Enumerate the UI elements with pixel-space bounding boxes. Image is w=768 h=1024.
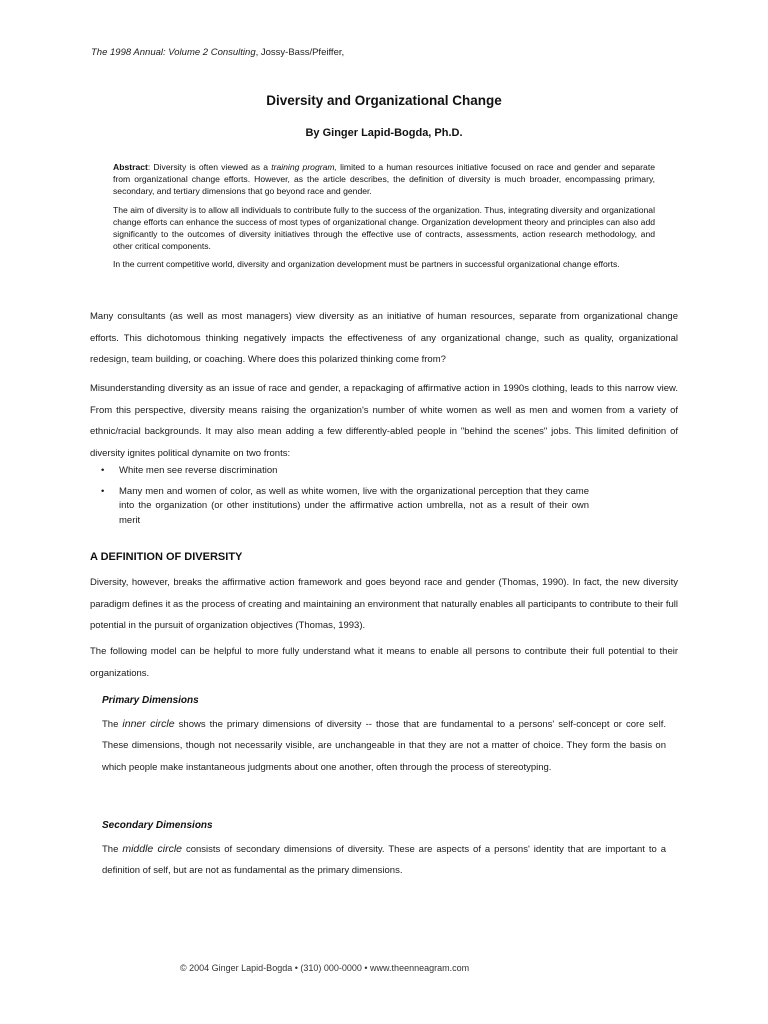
paragraph-text: consists of secondary dimensions of diversity. These are aspects of a persons' identity that are important to a definition of self, but are not as fundamental as the primary dimensions.	[102, 844, 666, 877]
list-item-text: Many men and women of color, as well as white women, live with the organizational perception that they came into the organization (or other institutions) under the affirmative action umbrella, not as a result of their own merit	[119, 485, 589, 526]
page-footer: © 2004 Ginger Lapid-Bogda • (310) 000-0000 • www.theenneagram.com	[180, 963, 470, 973]
abstract-text: : Diversity is often viewed as a	[147, 162, 272, 172]
definition-paragraph-1	[90, 572, 678, 637]
document-title: Diversity and Organizational Change	[266, 93, 502, 108]
body-text	[102, 839, 666, 882]
lead-text: The	[102, 844, 123, 855]
body-text: Misunderstanding diversity as an issue of race and gender, a repackaging of affirmative action in 1990s clothing, leads to this narrow view. From this perspective, diversity means raising the organization's number of white women as well as men and women from a variety of ethnic/racial backgrounds. It may also mean adding a few differently-abled people in "behind the scenes" jobs. This limited definition of diversity ignites political dynamite on two fronts:	[90, 383, 678, 459]
body-text: Many consultants (as well as most managers) view diversity as an initiative of human resources, separate from organizational change efforts. This dichotomous thinking negatively impacts the effectiveness of any organizational change, such as quality, organizational redesign, team building, or coaching. Where does this polarized thinking come from?	[90, 311, 678, 365]
lead-text: The	[102, 719, 123, 730]
abstract-paragraph-3: In the current competitive world, diversity and organization development must be partners in successful organizational change efforts.	[113, 259, 620, 270]
list-item-text: White men see reverse discrimination	[119, 465, 278, 476]
list-item	[99, 464, 589, 479]
body-text: The following model can be helpful to more fully understand what it means to enable all persons to contribute their full potential to their organizations.	[90, 646, 678, 679]
abstract-block	[113, 161, 655, 277]
bullet-icon: •	[101, 465, 105, 476]
subheading-primary: Primary Dimensions	[102, 695, 199, 706]
bullet-icon: •	[101, 485, 105, 497]
paragraph-text: shows the primary dimensions of diversity -- those that are fundamental to a persons' self-concept or core self. These dimensions, though not necessarily visible, are unchangeable in that they are not a matter of choice. They form the basis on which people make instantaneous judgments about one another, often through the process of stereotyping.	[102, 719, 666, 773]
abstract-label: Abstract	[113, 162, 148, 172]
intro-paragraph-2	[90, 378, 678, 464]
primary-paragraph	[102, 714, 666, 778]
body-text: Diversity, however, breaks the affirmative action framework and goes beyond race and gender (Thomas, 1990). In fact, the new diversity paradigm defines it as the process of creating and maintaining an environment that naturally enables all participants to contribute to their full potential in the pursuit of organization objectives (Thomas, 1993).	[90, 577, 678, 631]
section-heading: A DEFINITION OF DIVERSITY	[90, 551, 243, 563]
source-title: The 1998 Annual: Volume 2 Consulting	[91, 47, 256, 58]
abstract-paragraph-1	[113, 161, 655, 198]
author-line: By Ginger Lapid-Bogda, Ph.D.	[305, 127, 463, 139]
term-emphasis: middle circle	[122, 843, 182, 855]
secondary-paragraph	[102, 839, 666, 882]
source-publisher: , Jossy-Bass/Pfeiffer,	[255, 47, 345, 58]
term-emphasis: inner circle	[122, 718, 175, 730]
list-item	[99, 485, 589, 529]
subheading-secondary: Secondary Dimensions	[102, 820, 213, 831]
abstract-text-cont: limited to a human resources initiative focused on race and gender and separate from organizational change efforts. However, as the article describes, the definition of diversity is much broader, encompassing primary, secondary, and tertiary dimensions that go beyond race and gender.	[113, 162, 655, 197]
bullet-list	[99, 464, 589, 534]
running-header	[91, 47, 344, 58]
definition-paragraph-2	[90, 641, 678, 684]
intro-paragraph-1	[90, 306, 678, 371]
body-text	[102, 714, 666, 778]
abstract-emphasis: training program,	[271, 162, 337, 172]
abstract-paragraph-2: The aim of diversity is to allow all individuals to contribute fully to the success of the organization. Thus, integrating diversity and organizational change efforts can enhance the success of most types of organizational change. Organization development theory and principles can also add significantly to the outcomes of diversity initiatives through the effective use of contracts, assessments, action research methodology, and other critical components.	[113, 204, 655, 252]
